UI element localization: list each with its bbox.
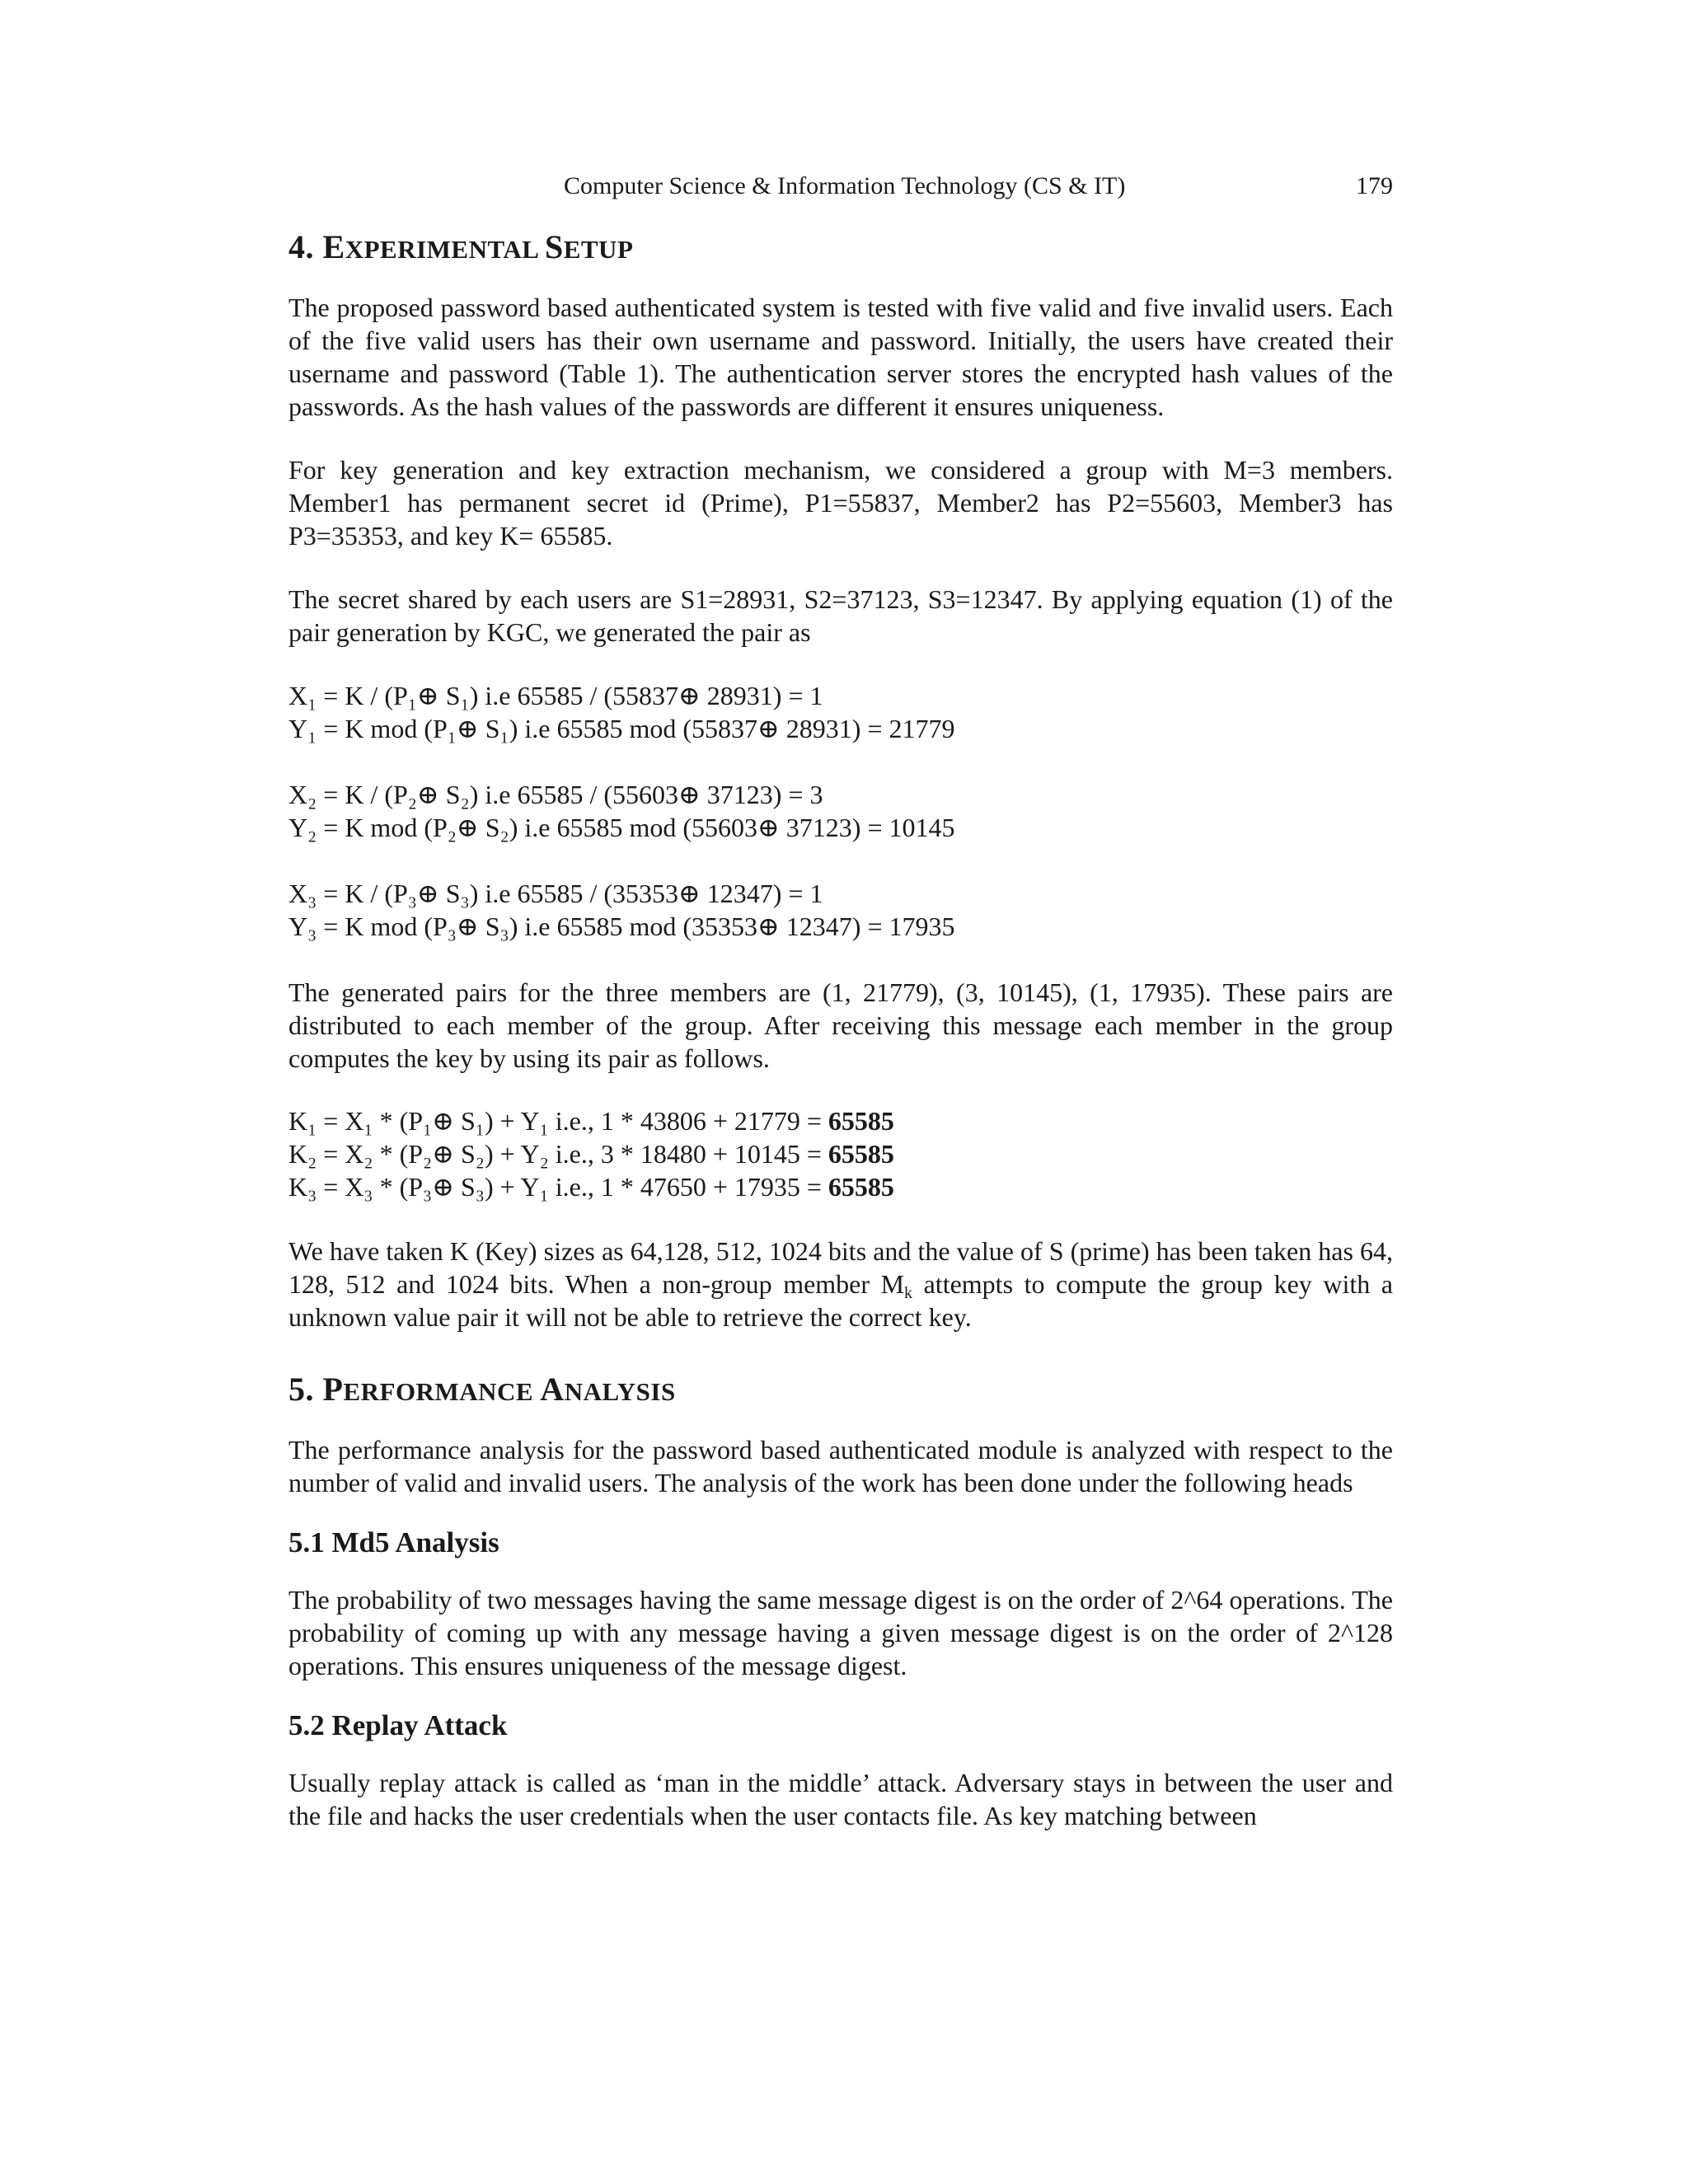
section-5-heading xyxy=(288,1366,1393,1415)
section-5-title-initial-2: A xyxy=(540,1371,565,1408)
equation-k3-text: K₃ = X₃ * (P₃⊕ S₃) + Y₁ i.e., 1 * 47650 + 17935 = xyxy=(288,1172,828,1202)
subscript-k: k xyxy=(904,1284,913,1302)
subsection-5-1-paragraph: The probability of two messages having the same message digest is on the order of 2^64 operations. The probability of coming up with any message having a given message digest is on the order of 2^128 operations. This ensures uniqueness of the message digest. xyxy=(288,1585,1393,1680)
equation-k3 xyxy=(288,1170,1393,1203)
section-5-number: 5. xyxy=(288,1371,323,1408)
equation-k2 xyxy=(288,1137,1393,1170)
section-4-title-initial-2: S xyxy=(544,228,564,265)
subsection-5-1-heading: 5.1 Md5 Analysis xyxy=(288,1526,499,1558)
section-5-title-rest-2: NALYSIS xyxy=(564,1377,676,1406)
section-4-paragraph-5-start: We have taken K (Key) sizes as 64,128, 512, 1024 bits and the value of S (prime) has been taken has 64, 128, 512 and 1024 bits. When a non-group member M xyxy=(288,1236,1393,1299)
equation-k3-value: 65585 xyxy=(828,1172,894,1202)
section-4-number: 4. xyxy=(288,228,323,265)
page-content xyxy=(288,214,1393,1832)
page-number: 179 xyxy=(1356,172,1393,199)
section-5-title-initial-1: P xyxy=(322,1371,344,1408)
section-4-paragraph-3: The secret shared by each users are S1=28931, S2=37123, S3=12347. By applying equation (1) of the pair generation by KGC, we generated the pair as xyxy=(288,584,1393,647)
subsection-5-2-heading: 5.2 Replay Attack xyxy=(288,1709,508,1741)
section-4-title-initial-1: E xyxy=(322,228,345,265)
equation-k1 xyxy=(288,1104,1393,1137)
section-4-title-rest-2: ETUP xyxy=(563,235,634,264)
equation-k1-value: 65585 xyxy=(828,1106,894,1136)
equation-y2: Y₂ = K mod (P₂⊕ S₂) i.e 65585 mod (55603⊕ 37123) = 10145 xyxy=(288,813,955,842)
equation-y3: Y₃ = K mod (P₃⊕ S₃) i.e 65585 mod (35353⊕ 12347) = 17935 xyxy=(288,912,955,941)
equation-k2-value: 65585 xyxy=(828,1139,894,1169)
subsection-5-2-paragraph: Usually replay attack is called as ‘man in the middle’ attack. Adversary stays in between the user and the file and hacks the user credentials when the user contacts file. As key matching between xyxy=(288,1768,1393,1830)
equation-k1-text: K₁ = X₁ * (P₁⊕ S₁) + Y₁ i.e., 1 * 43806 + 21779 = xyxy=(288,1106,828,1136)
section-4-paragraph-4: The generated pairs for the three members are (1, 21779), (3, 10145), (1, 17935). These pairs are distributed to each member of the group. After receiving this message each member in the group computes the key by using its pair as follows. xyxy=(288,977,1393,1073)
equation-x3: X₃ = K / (P₃⊕ S₃) i.e 65585 / (35353⊕ 12347) = 1 xyxy=(288,879,823,908)
section-4-paragraph-1: The proposed password based authenticated system is tested with five valid and five invalid users. Each of the five valid users has their own username and password. Initially, the users have created their username and password (Table 1). The authentication server stores the encrypted hash values of the passwords. As the hash values of the passwords are different it ensures uniqueness. xyxy=(288,293,1393,421)
section-5-paragraph-1: The performance analysis for the password based authenticated module is analyzed with respect to the number of valid and invalid users. The analysis of the work has been done under the following heads xyxy=(288,1435,1393,1497)
section-4-heading xyxy=(288,224,1393,273)
equation-k2-text: K₂ = X₂ * (P₂⊕ S₂) + Y₂ i.e., 3 * 18480 + 10145 = xyxy=(288,1139,828,1169)
equation-x1: X₁ = K / (P₁⊕ S₁) i.e 65585 / (55837⊕ 28931) = 1 xyxy=(288,681,823,710)
section-5-title-rest-1: ERFORMANCE xyxy=(343,1377,541,1406)
equation-x2: X₂ = K / (P₂⊕ S₂) i.e 65585 / (55603⊕ 37123) = 3 xyxy=(288,780,823,809)
equation-y1: Y₁ = K mod (P₁⊕ S₁) i.e 65585 mod (55837⊕ 28931) = 21779 xyxy=(288,714,955,743)
section-4-paragraph-2: For key generation and key extraction mechanism, we considered a group with M=3 members. Member1 has permanent secret id (Prime), P1=55837, Member2 has P2=55603, Member3 has P3=35353, and key K= 65585. xyxy=(288,455,1393,551)
section-4-title-rest-1: XPERIMENTAL xyxy=(345,235,545,264)
section-4-paragraph-5-end: attempts to compute the group key with a unknown value pair it will not be able to retrieve the correct key. xyxy=(288,1269,1394,1332)
running-header xyxy=(288,170,1393,203)
section-4-paragraph-5 xyxy=(288,1235,1393,1333)
journal-title: Computer Science & Information Technology (CS & IT) xyxy=(564,172,1126,199)
